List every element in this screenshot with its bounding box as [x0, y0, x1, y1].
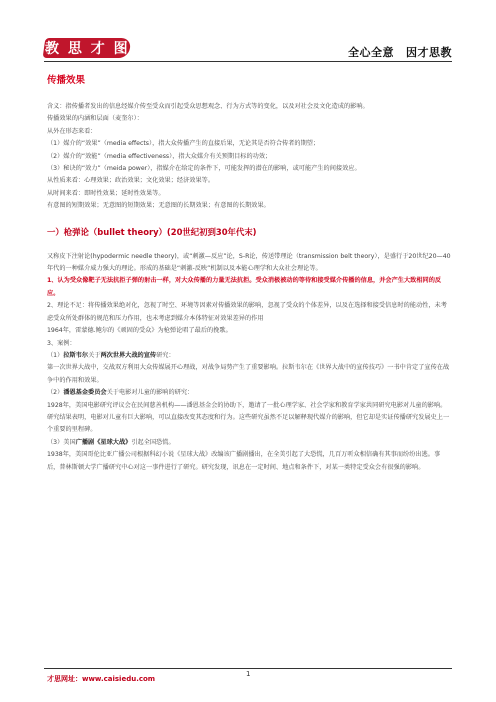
case-keyword: 拉斯韦尔 [63, 351, 89, 359]
case-index: （3）美国 [47, 438, 76, 446]
paragraph: 又称皮下注射论(hypodermic needle theory)，或“刺激—反应”论，S-R论，传送带理论（transmission belt theory），是盛行于20世纪20—40年代的一种媒介威力强大的理论。形成的基础是“刺激-反映”机制以及本能心理学和大众社会理论等。 [47, 252, 451, 273]
case-index: （1） [47, 351, 64, 359]
case-keyword: 潘恩基金委员会 [63, 389, 107, 397]
page-header [0, 0, 496, 62]
paragraph: （2）媒介的“效能”（media effectiveness），指大众媒介有关预期目标的功效； [47, 152, 272, 160]
case-text: 关于 [88, 351, 101, 359]
paragraph: 第一次世界大战中，交战双方利用大众传媒展开心理战，对战争局势产生了重要影响。拉斯韦尔在《世界大战中的宣传技巧》一书中肯定了宣传在战争中的作用和效果。 [47, 364, 450, 384]
paragraph: 1938年，美国哥伦比亚广播公司根据科幻小说《星球大战》改编该广播剧播出，在全美引起了大恐慌，几百万听众相信确有其事而纷纷出逃。事后，普林斯顿大学广播研究中心对这一事件进行了研究。研究发现，讯息在一定时间、地点和条件下，对某一类特定受众会有很强的影响。 [47, 451, 441, 471]
paragraph: 3、案例： [47, 339, 76, 347]
case-text: 研究： [156, 351, 175, 359]
subsection-heading: 一）枪弹论（bullet theory）(20世纪初到30年代末) [47, 226, 257, 237]
paragraph: 1928年，美国电影研究评议会在民间慈善机构——潘恩基金会的协助下，邀请了一批心理学家、社会学家和教育学家共同研究电影对儿童的影响。研究结果表明，电影对儿童有巨大影响，可以直接改变其态度和行为。这些研究虽然不足以解释现代媒介的影响，但它却是实证传播研究发展史上一个重要的里程碑。 [47, 401, 450, 434]
logo-text: 教 思 才 图 [44, 41, 130, 57]
case-heading [47, 387, 452, 399]
footer-site-link[interactable]: 才思网址：www.caisiedu.com [47, 675, 156, 683]
paragraph: 传播效果的内涵和层面（麦奎尔）： [47, 115, 143, 123]
paragraph: （1）媒介的“效果”（media effects），指大众传播产生的直接后果，无论其是否符合传者的期望； [47, 140, 320, 148]
slogan-part-1: 全心全意 [348, 46, 394, 59]
case-text: 引起全国恐慌。 [131, 438, 175, 446]
paragraph: 1964年，雷蒙德.鲍尔的《顽固的受众》为枪弹论唱了最后的挽歌。 [47, 327, 232, 335]
paragraph: 有意图的短期效果；无意图的短期效果；无意图的长期效果；有意图的长期效果。 [47, 202, 270, 210]
paragraph: 从时间来看：即时性效果；延时性效果等。 [47, 189, 165, 197]
document-body [47, 74, 452, 474]
paragraph: 从外在形态来看： [47, 127, 97, 135]
header-divider [44, 61, 452, 62]
case-keyword: 两次世界大战的宣传 [100, 351, 157, 359]
case-heading [47, 437, 452, 449]
case-heading [47, 350, 452, 362]
paragraph: 从性质来看：心理效果；政治效果；文化效果；经济效果等。 [47, 177, 215, 185]
footer-divider [44, 668, 452, 669]
section-title: 传播效果 [47, 75, 86, 86]
slogan-part-2: 因才思教 [406, 46, 452, 59]
paragraph-definition: 含义：指传播者发出的信息经媒介传至受众而引起受众思想观念、行为方式等的变化，以及对社会及文化造成的影响。 [47, 103, 369, 110]
paragraph: （3）秘诀的“效力”（meida power），指媒介在给定的条件下，可能发挥的潜在的影响，或可能产生的间接效应。 [47, 165, 361, 173]
case-index: （2） [47, 389, 64, 397]
brand-logo [43, 38, 132, 58]
header-slogan [348, 44, 452, 60]
case-text: 关于电影对儿童的影响的研究： [106, 389, 194, 397]
case-keyword: 广播剧《星球大战》 [75, 438, 132, 446]
highlight-paragraph: 1、认为受众像靶子无法抗拒子弹的射击一样，对大众传播的力量无法抗拒。受众消极被动的等待和接受媒介传播的信息，并会产生大致相同的反应。 [47, 277, 442, 297]
paragraph: 2、理论不足：将传播效果绝对化，忽视了时空、环境等因素对传播效果的影响，忽视了受众的个体差异，以及在选择和接受信息时的能动性，未考虑受众所处群体的规范和压力作用，也未考虑到媒介本体特征对效果差异的作用 [47, 302, 447, 322]
page-number: 1 [246, 670, 251, 678]
